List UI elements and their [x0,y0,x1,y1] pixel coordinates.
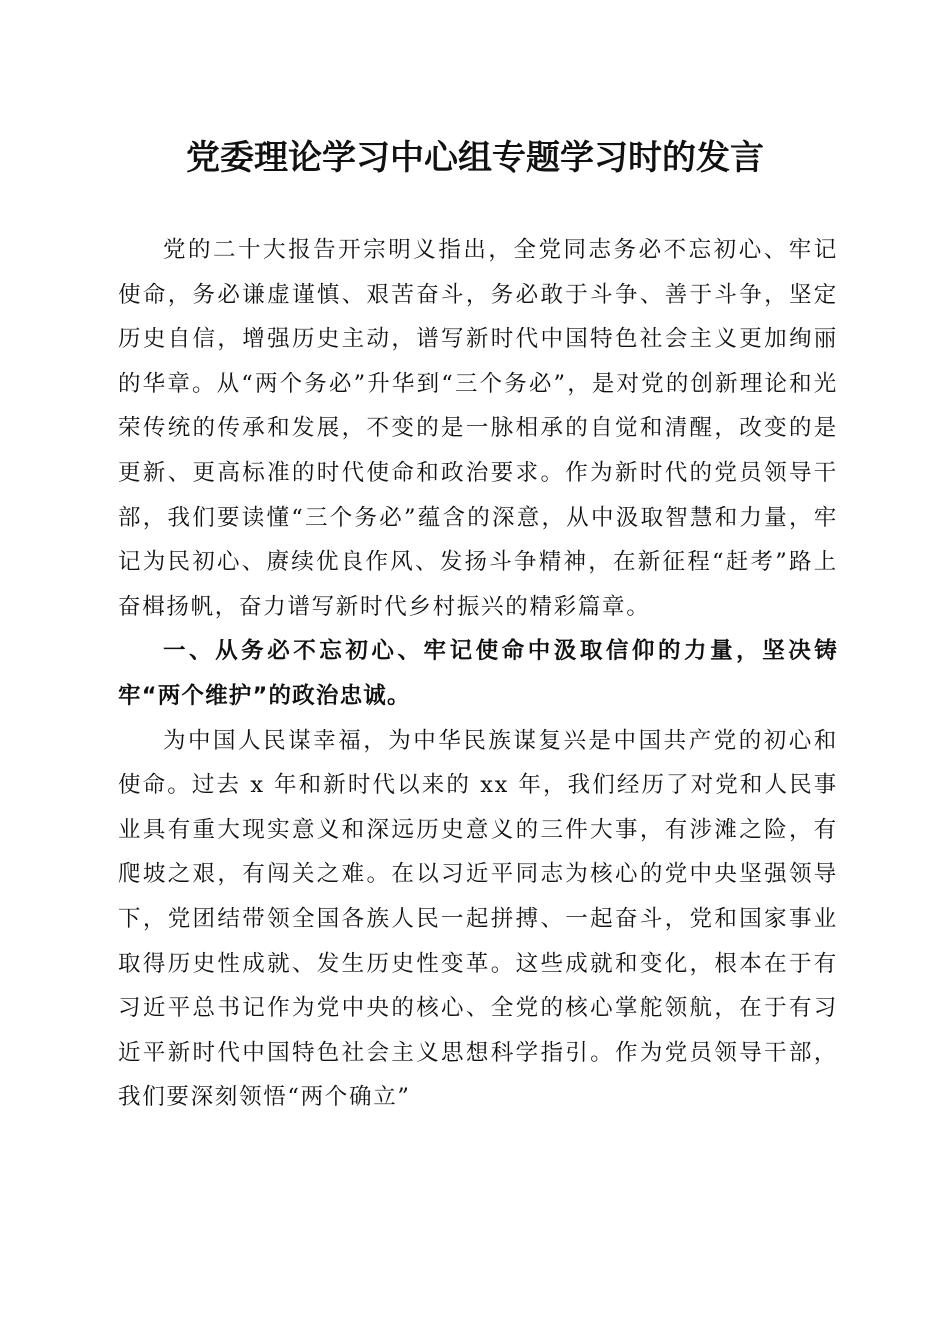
document-body [118,228,838,1120]
section-heading-1: 一、从务必不忘初心、牢记使命中汲取信仰的力量，坚决铸牢“两个维护”的政治忠诚。 [118,638,838,709]
paragraph-intro: 党的二十大报告开宗明义指出，全党同志务必不忘初心、牢记使命，务必谦虚谨慎、艰苦奋斗，务必敢于斗争、善于斗争，坚定历史自信，增强历史主动，谱写新时代中国特色社会主义更加绚丽的华章。从“两个务必”升华到“三个务必”，是对党的创新理论和光荣传统的传承和发展，不变的是一脉相承的自觉和清醒，改变的是更新、更高标准的时代使命和政治要求。作为新时代的党员领导干部，我们要读懂“三个务必”蕴含的深意，从中汲取智慧和力量，牢记为民初心、赓续优良作风、发扬斗争精神，在新征程“赶考”路上奋楫扬帆，奋力谱写新时代乡村振兴的精彩篇章。 [118,237,838,620]
document-title: 党委理论学习中心组专题学习时的发言 [186,138,764,178]
paragraph-section-1: 为中国人民谋幸福，为中华民族谋复兴是中国共产党的初心和使命。过去 x 年和新时代以来的 xx 年，我们经历了对党和人民事业具有重大现实意义和深远历史意义的三件大事，有涉滩之险，有爬坡之艰，有闯关之难。在以习近平同志为核心的党中央坚强领导下，党团结带领全国各族人民一起拼搏、一起奋斗，党和国家事业取得历史性成就、发生历史性变革。这些成就和变化，根本在于有习近平总书记作为党中央的核心、全党的核心掌舵领航，在于有习近平新时代中国特色社会主义思想科学指引。作为党员领导干部，我们要深刻领悟“两个确立” [118,727,838,1111]
